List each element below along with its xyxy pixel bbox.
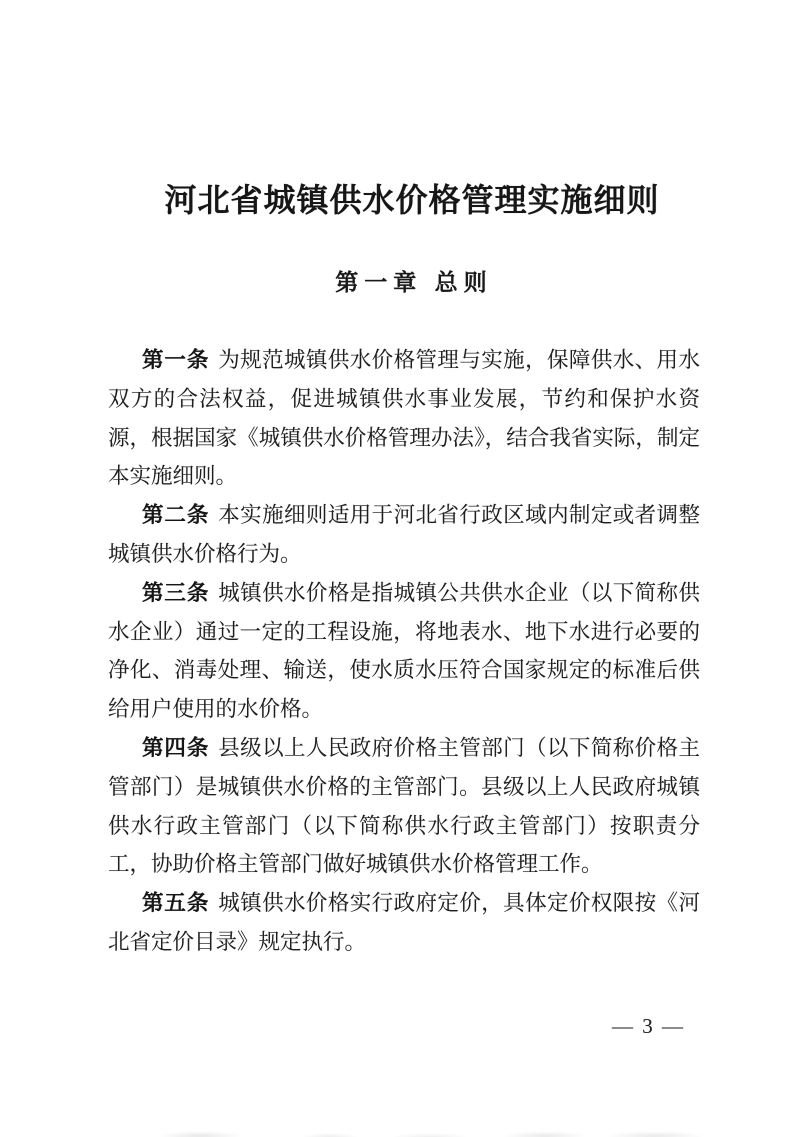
article-5	[108, 884, 700, 962]
article-3	[108, 574, 700, 729]
page-number: — 3 —	[612, 1013, 685, 1038]
article-2-label: 第二条	[142, 503, 210, 528]
document-title: 河北省城镇供水价格管理实施细则	[164, 182, 660, 218]
article-1	[108, 341, 700, 496]
article-4-text: 县级以上人民政府价格主管部门（以下简称价格主管部门）是城镇供水价格的主管部门。县级以上人民政府城镇供水行政主管部门（以下简称供水行政主管部门）按职责分工，协助价格主管部门做好城镇供水价格管理工作。	[108, 735, 700, 877]
article-1-text: 为规范城镇供水价格管理与实施，保障供水、用水双方的合法权益，促进城镇供水事业发展，节约和保护水资源，根据国家《城镇供水价格管理办法》，结合我省实际，制定本实施细则。	[108, 348, 700, 489]
article-4-label: 第四条	[142, 735, 210, 760]
article-5-text: 城镇供水价格实行政府定价，具体定价权限按《河北省定价目录》规定执行。	[108, 891, 700, 954]
document-body	[0, 341, 800, 962]
article-2-text: 本实施细则适用于河北省行政区域内制定或者调整城镇供水价格行为。	[108, 503, 700, 566]
article-4	[108, 729, 700, 884]
scan-artifact-bottom	[0, 1125, 800, 1137]
article-1-label: 第一条	[142, 348, 210, 372]
article-2	[108, 496, 700, 574]
article-3-label: 第三条	[142, 580, 210, 605]
article-3-text: 城镇供水价格是指城镇公共供水企业（以下简称供水企业）通过一定的工程设施，将地表水、地下水进行必要的净化、消毒处理、输送，使水质水压符合国家规定的标准后供给用户使用的水价格。	[108, 580, 700, 722]
chapter-heading: 第一章 总则	[335, 269, 493, 295]
article-5-label: 第五条	[142, 891, 210, 916]
